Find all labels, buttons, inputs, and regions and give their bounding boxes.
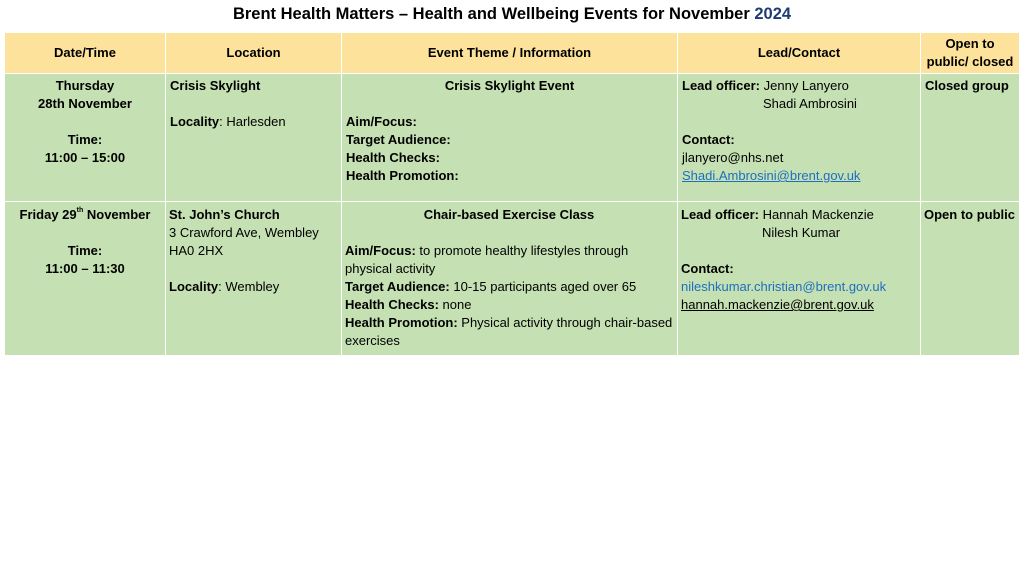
aim-label: Aim/Focus: xyxy=(346,114,417,129)
location-name: Crisis Skylight xyxy=(170,78,261,93)
date-line2: 28th November xyxy=(38,96,132,111)
date-month: November xyxy=(83,207,151,222)
locality-label: Locality xyxy=(170,114,220,129)
time-value: 11:00 – 15:00 xyxy=(44,150,126,165)
audience xyxy=(345,278,673,296)
location-name: St. John’s Church xyxy=(169,207,280,222)
lead-cell xyxy=(678,74,921,202)
header-location: Location xyxy=(166,33,342,74)
audience-label: Target Audience: xyxy=(345,279,450,294)
event-cell xyxy=(342,202,678,356)
events-table xyxy=(4,32,1020,356)
location-address-1: 3 Crawford Ave, Wembley xyxy=(169,225,319,240)
date-day: Friday 29 xyxy=(19,207,77,222)
locality-value: : Harlesden xyxy=(219,114,286,129)
contact-email-2[interactable]: Shadi.Ambrosini@brent.gov.uk xyxy=(682,168,861,183)
promotion-label: Health Promotion: xyxy=(346,168,459,183)
audience-label: Target Audience: xyxy=(346,132,451,147)
time-value: 11:00 – 11:30 xyxy=(45,261,125,276)
table-row xyxy=(5,74,1020,202)
lead-officer xyxy=(681,206,916,224)
event-cell xyxy=(342,74,678,202)
date-cell xyxy=(5,74,166,202)
lead-label: Lead officer: xyxy=(681,207,760,222)
lead-name-2: Shadi Ambrosini xyxy=(763,96,857,111)
date-cell xyxy=(5,202,166,356)
contact-label: Contact: xyxy=(682,132,735,147)
event-title: Chair-based Exercise Class xyxy=(423,207,595,222)
location-address-2: HA0 2HX xyxy=(169,243,224,258)
date-suffix: th xyxy=(76,207,84,214)
aim xyxy=(346,113,673,131)
header-date: Date/Time xyxy=(5,33,166,74)
contact-label: Contact: xyxy=(681,261,734,276)
title-year: 2024 xyxy=(754,5,792,23)
lead-cell xyxy=(678,202,921,356)
date-line1 xyxy=(9,206,161,224)
health-promotion xyxy=(345,314,673,350)
contact-email-1[interactable]: jlanyero@nhs.net xyxy=(682,150,784,165)
table-header-row xyxy=(5,33,1020,74)
header-event: Event Theme / Information xyxy=(342,33,678,74)
open-cell: Open to public xyxy=(921,202,1020,356)
contact-email-2[interactable]: hannah.mackenzie@brent.gov.uk xyxy=(681,297,874,312)
promotion-value: Physical activity through chair-based exercises xyxy=(345,315,673,348)
event-title: Crisis Skylight Event xyxy=(444,78,575,93)
lead-officer xyxy=(682,77,916,95)
health-checks xyxy=(346,149,673,167)
date-line1: Thursday xyxy=(55,78,115,93)
locality-value: : Wembley xyxy=(218,279,280,294)
aim-label: Aim/Focus: xyxy=(345,243,416,258)
lead-name-1: Jenny Lanyero xyxy=(760,78,849,93)
locality-label: Locality xyxy=(169,279,219,294)
location-cell xyxy=(166,74,342,202)
header-open: Open to public/ closed xyxy=(921,33,1020,74)
title-main: Brent Health Matters – Health and Wellbeing Events for November xyxy=(232,5,750,23)
aim xyxy=(345,242,673,278)
audience-value: 10-15 participants aged over 65 xyxy=(449,279,637,294)
audience xyxy=(346,131,673,149)
contact-email-1[interactable]: nileshkumar.christian@brent.gov.uk xyxy=(681,279,887,294)
locality xyxy=(169,278,337,296)
page-title xyxy=(0,5,1024,24)
checks-label: Health Checks: xyxy=(346,150,440,165)
checks-label: Health Checks: xyxy=(345,297,439,312)
health-promotion xyxy=(346,167,673,185)
open-cell: Closed group xyxy=(921,74,1020,202)
time-label: Time: xyxy=(67,243,103,258)
locality xyxy=(170,113,337,131)
table-row xyxy=(5,202,1020,356)
lead-name-1: Hannah Mackenzie xyxy=(759,207,874,222)
aim-value: to promote healthy lifestyles through physical activity xyxy=(345,243,629,276)
checks-value: none xyxy=(438,297,472,312)
health-checks xyxy=(345,296,673,314)
header-lead: Lead/Contact xyxy=(678,33,921,74)
lead-label: Lead officer: xyxy=(682,78,761,93)
location-cell xyxy=(166,202,342,356)
promotion-label: Health Promotion: xyxy=(345,315,458,330)
lead-name-2: Nilesh Kumar xyxy=(762,225,841,240)
time-label: Time: xyxy=(67,132,103,147)
